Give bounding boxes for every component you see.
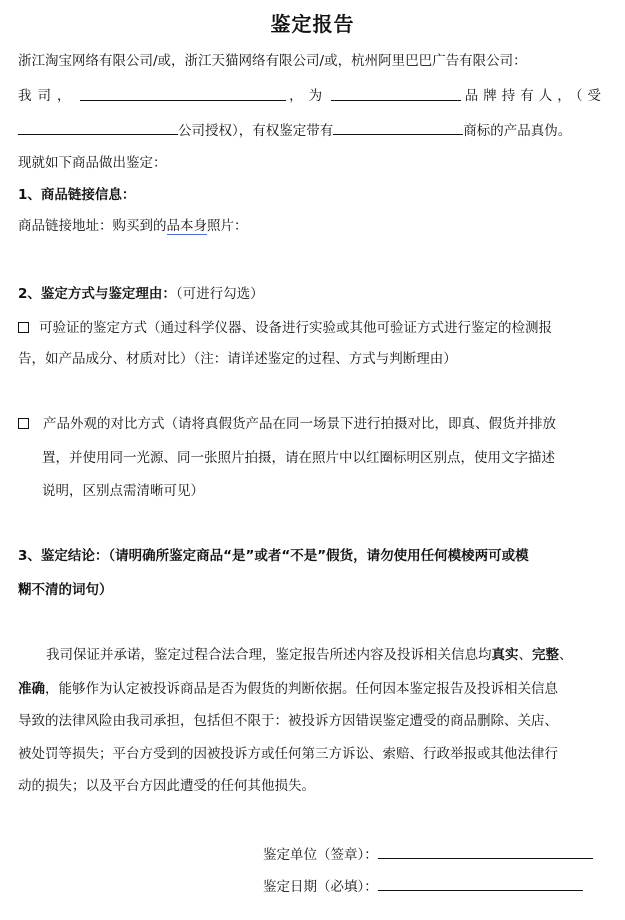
- pledge-sep: 、: [518, 647, 532, 663]
- pledge-accurate: 准确: [18, 681, 45, 697]
- section2-heading-note: （可进行勾选）: [175, 286, 264, 302]
- signature-unit-row: [263, 844, 593, 865]
- section1-heading: 1、商品链接信息：: [18, 187, 136, 203]
- section3-line-1: 3、鉴定结论：（请明确所鉴定商品“是”或者“不是”假货，请勿使用任何模棱两可或模: [18, 548, 529, 564]
- authorizing-company-blank[interactable]: [18, 120, 178, 135]
- link-underlined-text: 品本身: [166, 218, 207, 234]
- pledge-line-1: [46, 645, 573, 665]
- trademark-blank[interactable]: [333, 120, 463, 135]
- brand-name-blank[interactable]: [331, 86, 461, 101]
- trademark-products-text: 商标的产品真伪。: [463, 123, 572, 139]
- pledge-complete: 完整: [532, 647, 559, 663]
- document-title: 鉴定报告: [270, 12, 355, 36]
- authorized-text: 公司授权），有权鉴定带有: [178, 123, 334, 139]
- company-name-blank[interactable]: [80, 86, 286, 101]
- signature-unit-label: 鉴定单位（签章）：: [263, 847, 378, 863]
- pledge-line-3: 导致的法律风险由我司承担，包括但不限于：被投诉方因错误鉴定遭受的商品删除、关店、: [18, 713, 558, 729]
- option1-checkbox[interactable]: [18, 322, 29, 333]
- pledge-line-5: 动的损失；以及平台方因此遭受的任何其他损失。: [18, 778, 315, 794]
- link-label: 商品链接地址：购买到的: [18, 218, 167, 234]
- pledge-line-1-text: 我司保证并承诺，鉴定过程合法合理，鉴定报告所述内容及投诉相关信息均: [46, 647, 492, 663]
- signature-date-blank[interactable]: [378, 876, 583, 891]
- option1-line-2: 告，如产品成分、材质对比）（注：请详述鉴定的过程、方式与判断理由）: [18, 351, 457, 367]
- pledge-line-4: 被处罚等损失；平台方受到的因被投诉方或任何第三方诉讼、索赔、行政举报或其他法律行: [18, 746, 558, 762]
- signature-unit-blank[interactable]: [378, 844, 593, 859]
- link-suffix: 照片：: [207, 218, 248, 234]
- for-text: ，为: [289, 88, 329, 104]
- pledge-line-2: [18, 679, 558, 699]
- brand-holder-text: 品牌持有人，（受: [464, 88, 606, 104]
- pledge-true: 真实: [491, 647, 519, 663]
- option2-line-1: [18, 414, 556, 434]
- signature-date-row: [263, 876, 583, 897]
- pledge-line-2-text: ，能够作为认定被投诉商品是否为假货的判断依据。任何因本鉴定报告及投诉相关信息: [45, 681, 558, 697]
- product-link-line: [18, 216, 248, 236]
- option2-checkbox[interactable]: [18, 418, 29, 429]
- we-company-text: 我司，: [18, 88, 77, 104]
- option1-line-1: [18, 318, 552, 338]
- signature-date-label: 鉴定日期（必填）：: [263, 879, 378, 895]
- now-statement: 现就如下商品做出鉴定：: [18, 155, 167, 171]
- section2-heading-bold: 2、鉴定方式与鉴定理由：: [18, 286, 176, 302]
- section3-line-2: 糊不清的词句）: [18, 582, 113, 598]
- option2-text-1: 产品外观的对比方式（请将真假货产品在同一场景下进行拍摄对比，即真、假货并排放: [43, 416, 556, 432]
- addressee-line: 浙江淘宝网络有限公司/或，浙江天猫网络有限公司/或，杭州阿里巴巴广告有限公司：: [18, 53, 527, 69]
- pledge-end: 、: [559, 647, 573, 663]
- intro-line-1: [18, 86, 606, 106]
- option1-text-1: 可验证的鉴定方式（通过科学仪器、设备进行实验或其他可验证方式进行鉴定的检测报: [39, 320, 552, 336]
- option2-line-2: 置，并使用同一光源、同一张照片拍摄，请在照片中以红圈标明区别点，使用文字描述: [42, 450, 555, 466]
- option2-line-3: 说明，区别点需清晰可见）: [42, 483, 204, 499]
- section2-heading: [18, 284, 264, 304]
- intro-line-2: [18, 120, 571, 141]
